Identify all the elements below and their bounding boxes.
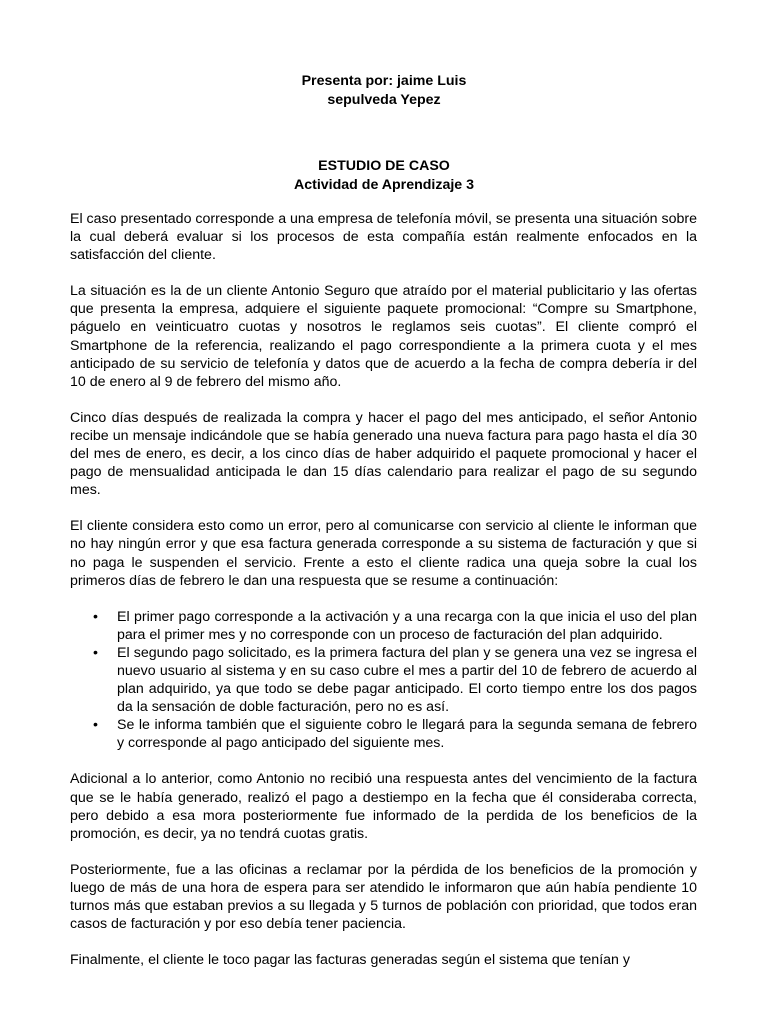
author-line-1: Presenta por: jaime Luis	[301, 73, 467, 89]
title-block	[0, 157, 768, 195]
list-item	[93, 716, 697, 752]
bullet-icon: •	[93, 608, 98, 625]
paragraph: Cinco días después de realizada la compra y hacer el pago del mes anticipado, el señor Antonio recibe un mensaje indicándole que se había generado una nueva factura para pago hasta el día 30 del mes de enero, es decir, a los cinco días de haber adquirido el paquete promocional y hacer el pago de mensualidad anticipada le dan 15 días calendario para realizar el pago de su segundo mes.	[70, 409, 697, 499]
author-block	[0, 72, 768, 110]
list-item	[93, 608, 697, 644]
paragraph: Posteriormente, fue a las oficinas a reclamar por la pérdida de los beneficios de la promoción y luego de más de una hora de espera para ser atendido le informaron que aún había pendiente 10 turnos más que estaban previos a su llegada y 5 turnos de población con prioridad, que todos eran casos de facturación y por eso debía tener paciencia.	[70, 861, 697, 933]
paragraph: Finalmente, el cliente le toco pagar las facturas generadas según el sistema que tenían y	[70, 952, 630, 969]
document-subtitle: Actividad de Aprendizaje 3	[293, 177, 475, 193]
bullet-icon: •	[93, 717, 98, 734]
author-line-2: sepulveda Yepez	[327, 92, 441, 108]
list-item	[93, 644, 697, 716]
bullet-list	[70, 608, 697, 753]
document-body	[70, 210, 697, 987]
list-item-text: El primer pago corresponde a la activación y a una recarga con la que inicia el uso del plan para el primer mes y no corresponde con un proceso de facturación del plan adquirido.	[117, 608, 697, 643]
bullet-icon: •	[93, 644, 98, 661]
paragraph: La situación es la de un cliente Antonio Seguro que atraído por el material publicitario y las ofertas que presenta la empresa, adquiere el siguiente paquete promocional: “Compre su Smartphone, páguelo en veinticuatro cuotas y nosotros le reglamos seis cuotas”. El cliente compró el Smartphone de la referencia, realizando el pago correspondiente a la primera cuota y el mes anticipado de su servicio de telefonía y datos que de acuerdo a la fecha de compra debería ir del 10 de enero al 9 de febrero del mismo año.	[70, 283, 697, 390]
document-title: ESTUDIO DE CASO	[318, 158, 450, 174]
list-item-text: El segundo pago solicitado, es la primera factura del plan y se genera una vez se ingresa el nuevo usuario al sistema y en su caso cubre el mes a partir del 10 de febrero de acuerdo al plan adquirido, ya que todo se debe pagar anticipado. El corto tiempo entre los dos pagos da la sensación de doble facturación, pero no es así.	[117, 644, 697, 716]
list-item-text: Se le informa también que el siguiente cobro le llegará para la segunda semana de febrero y corresponde al pago anticipado del siguiente mes.	[117, 717, 697, 752]
paragraph: El cliente considera esto como un error, pero al comunicarse con servicio al cliente le informan que no hay ningún error y que esa factura generada corresponde a su sistema de facturación y que si no paga le suspenden el servicio. Frente a esto el cliente radica una queja sobre la cual los primeros días de febrero le dan una respuesta que se resume a continuación:	[70, 518, 697, 589]
paragraph: El caso presentado corresponde a una empresa de telefonía móvil, se presenta una situación sobre la cual deberá evaluar si los procesos de esta compañía están realmente enfocados en la satisfacción del cliente.	[70, 211, 698, 264]
paragraph: Adicional a lo anterior, como Antonio no recibió una respuesta antes del vencimiento de la factura que se le había generado, realizó el pago a destiempo en la fecha que él consideraba correcta, pero debido a esa mora posteriormente fue informado de la perdida de los beneficios de la promoción, es decir, ya no tendrá cuotas gratis.	[70, 771, 697, 842]
